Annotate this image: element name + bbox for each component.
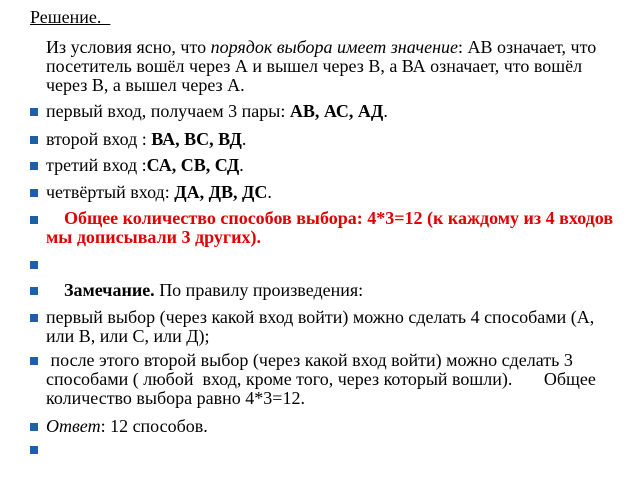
answer xyxy=(46,417,626,436)
entry-4 xyxy=(46,183,626,202)
entry-2 xyxy=(46,130,626,149)
bullet-icon xyxy=(30,314,38,322)
bullet-icon xyxy=(30,261,38,269)
intro-rest: : АВ означает, что посетитель вошёл через А и вышел через В, а ВА означает, что вошёл через В, а вышел через А. xyxy=(46,37,597,95)
entry-2-end: . xyxy=(241,129,247,149)
second-choice: после этого второй выбор (через какой вход войти) можно сделать 3 способами ( любой вход, кроме того, через который вошли). Общее количество выбора равно 4*3=12. xyxy=(46,350,601,408)
first-choice: первый выбор (через какой вход войти) можно сделать 4 способами (А, или В, или С, или Д); xyxy=(46,307,595,346)
total-highlight: Общее количество способов выбора: 4*3=12 (к каждому из 4 входов мы дописывали 3 других). xyxy=(46,208,618,247)
entry-3-end: . xyxy=(239,155,244,175)
entry-4-end: . xyxy=(267,182,272,202)
intro-emphasis: порядок выбора имеет значение xyxy=(210,37,458,57)
bullet-icon xyxy=(30,136,38,144)
intro-lead: Из условия ясно, что xyxy=(46,37,211,57)
bullet-icon xyxy=(30,287,38,295)
bullet-icon xyxy=(30,162,38,170)
remark-label: Замечание. xyxy=(46,280,155,300)
entry-4-pairs: ДА, ДВ, ДС xyxy=(174,182,268,202)
bullet-icon xyxy=(30,108,38,116)
entry-2-pairs: ВА, ВС, ВД xyxy=(151,129,242,149)
entry-1-pairs: АВ, АС, АД xyxy=(289,101,384,121)
entry-2-text: второй вход : xyxy=(46,129,152,149)
intro-paragraph xyxy=(46,38,626,95)
bullet-icon xyxy=(30,357,38,365)
bullet-icon xyxy=(30,189,38,197)
answer-label: Ответ xyxy=(46,416,101,436)
answer-text: : 12 способов. xyxy=(100,416,208,436)
entry-4-text: четвёртый вход: xyxy=(46,182,175,202)
entry-3-pairs: СА, СВ, СД xyxy=(146,155,240,175)
remark xyxy=(46,281,626,300)
entry-1-text: первый вход, получаем 3 пары: xyxy=(46,101,290,121)
bullet-icon xyxy=(30,216,38,224)
bullet-icon xyxy=(30,446,38,454)
entry-3 xyxy=(46,156,626,175)
entry-3-text: третий вход : xyxy=(46,155,147,175)
entry-1 xyxy=(46,102,626,121)
bullet-icon xyxy=(30,423,38,431)
solution-heading: Решение. xyxy=(30,7,111,27)
entry-1-end: . xyxy=(383,101,388,121)
remark-text: По правилу произведения: xyxy=(154,280,364,300)
